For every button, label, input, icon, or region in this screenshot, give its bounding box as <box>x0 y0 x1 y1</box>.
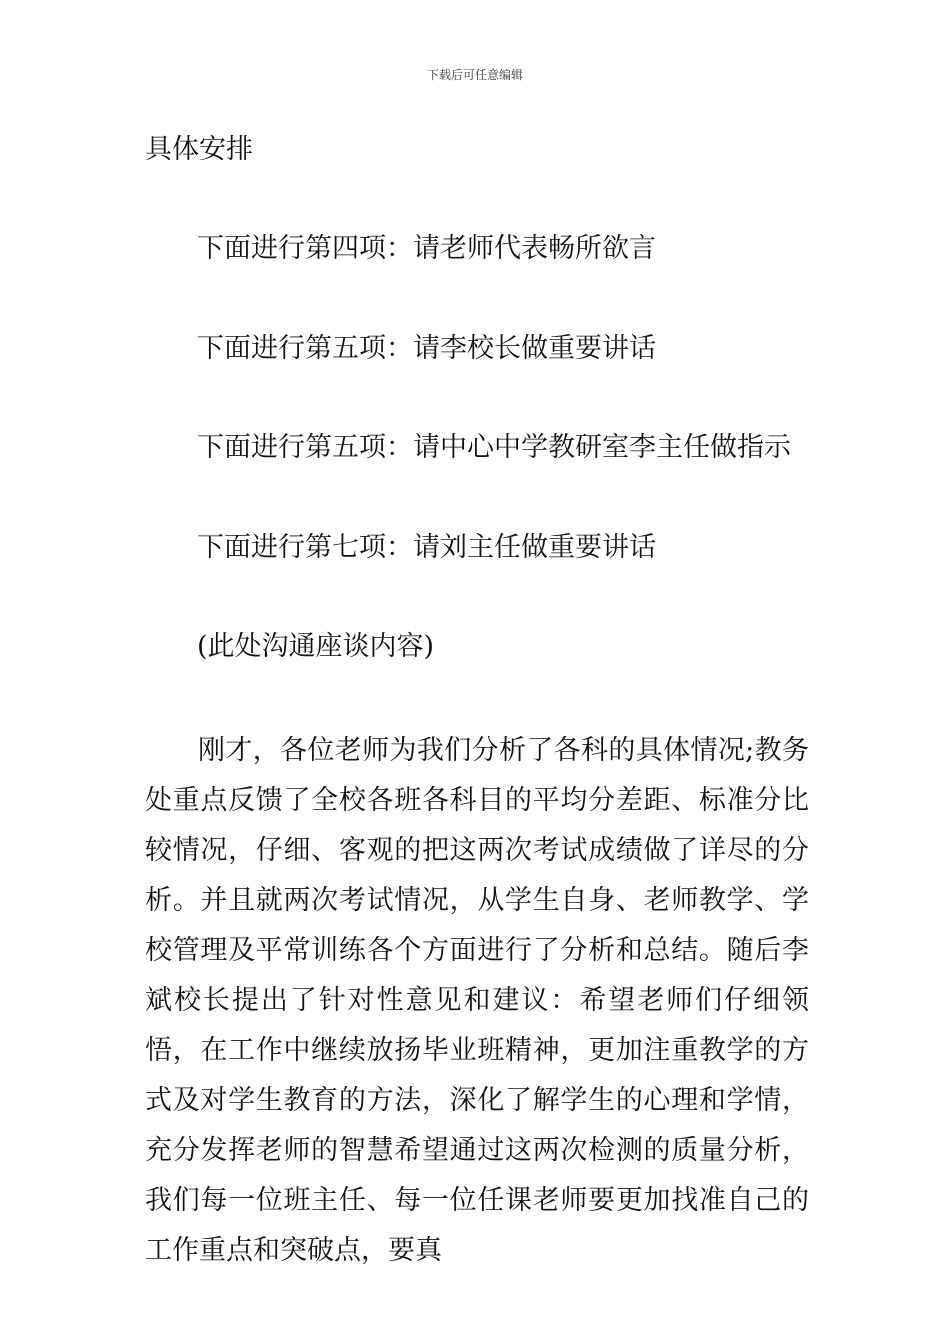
discussion-note: (此处沟通座谈内容) <box>197 631 435 662</box>
agenda-item-5: 下面进行第五项：请李校长做重要讲话 <box>197 333 656 364</box>
body-paragraph: 刚才，各位老师为我们分析了各科的具体情况;教务处重点反馈了全校各班各科目的平均分差距、标准分比较情况，仔细、客观的把这两次考试成绩做了详尽的分析。并且就两次考试情况，从学生自身、老师教学、学校管理及平常训练各个方面进行了分析和总结。随后李斌校长提出了针对性意见和建议：希望老师们仔细领悟，在工作中继续放扬毕业班精神，更加注重教学的方式及对学生教育的方法，深化了解学生的心理和学情，充分发挥老师的智慧希望通过这两次检测的质量分析，我们每一位班主任、每一位任课老师要更加找准自己的工作重点和突破点，要真 <box>145 735 809 1266</box>
agenda-item-4: 下面进行第四项：请老师代表畅所欲言 <box>197 233 656 264</box>
page-header-note: 下载后可任意编辑 <box>426 68 523 82</box>
section-title: 具体安排 <box>145 134 253 165</box>
agenda-item-7: 下面进行第七项：请刘主任做重要讲话 <box>197 532 656 563</box>
agenda-item-6: 下面进行第五项：请中心中学教研室李主任做指示 <box>197 432 791 463</box>
